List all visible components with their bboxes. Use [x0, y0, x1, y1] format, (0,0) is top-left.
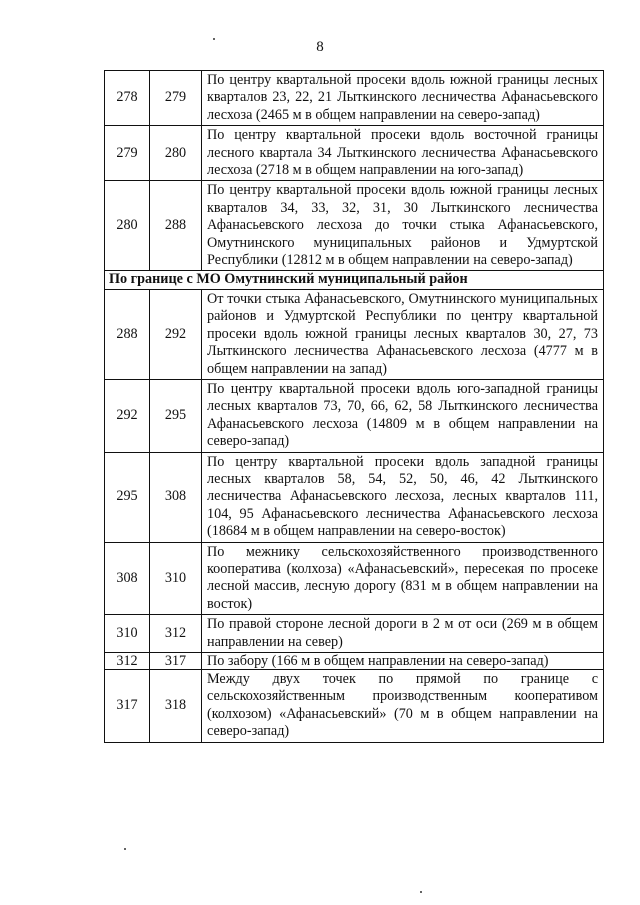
- boundary-description: По центру квартальной просеки вдоль восточной границы лесного квартала 34 Лыткинского лесничества Афанасьевского лесхоза (2718 м в общем направлении на юго-запад): [202, 126, 604, 181]
- boundary-description: От точки стыка Афанасьевского, Омутнинского муниципальных районов и Удмуртской Республики по центру квартальной просеки вдоль южной границы лесных кварталов 30, 27, 73 Лыткинского лесничества Афанасьевского лесхоза (4777 м в общем направлении на запад): [202, 289, 604, 379]
- table-row: [105, 181, 604, 271]
- point-from: 278: [105, 71, 150, 126]
- table-row: [105, 615, 604, 653]
- scan-speck: [420, 891, 422, 893]
- boundary-description: Между двух точек по прямой по границе с сельскохозяйственным производственным кооперативом (колхозом) «Афанасьевский» (70 м в общем направлении на северо-запад): [202, 670, 604, 743]
- boundary-table: [104, 70, 604, 743]
- point-to: 280: [150, 126, 202, 181]
- point-to: 310: [150, 542, 202, 615]
- boundary-description: По центру квартальной просеки вдоль южной границы лесных кварталов 34, 33, 32, 31, 30 Лыткинского лесничества Афанасьевского лесхоза до точки стыка Афанасьевского, Омутнинского муниципальных районов и Удмуртской Республики (12812 м в общем направлении на северо-запад): [202, 181, 604, 271]
- section-heading: По границе с МО Омутнинский муниципальный район: [105, 271, 604, 289]
- point-to: 317: [150, 653, 202, 670]
- section-heading-row: [105, 271, 604, 289]
- point-to: 279: [150, 71, 202, 126]
- point-from: 295: [105, 452, 150, 542]
- boundary-description: По забору (166 м в общем направлении на северо-запад): [202, 653, 604, 670]
- boundary-description: По правой стороне лесной дороги в 2 м от оси (269 м в общем направлении на север): [202, 615, 604, 653]
- point-to: 308: [150, 452, 202, 542]
- point-from: 317: [105, 670, 150, 743]
- point-from: 288: [105, 289, 150, 379]
- table-row: [105, 289, 604, 379]
- point-from: 292: [105, 379, 150, 452]
- table-row: [105, 126, 604, 181]
- boundary-description: По центру квартальной просеки вдоль западной границы лесных кварталов 58, 54, 52, 50, 46, 42 Лыткинского лесничества Афанасьевского лесхоза, лесных кварталов 111, 104, 95 Афанасьевского лесничества Афанасьевского лесхоза (18684 м в общем направлении на северо-восток): [202, 452, 604, 542]
- point-to: 292: [150, 289, 202, 379]
- table-row: [105, 670, 604, 743]
- page-number: 8: [316, 39, 324, 55]
- point-from: 308: [105, 542, 150, 615]
- boundary-description: По межнику сельскохозяйственного производственного кооператива (колхоза) «Афанасьевский», пересекая по просеке лесной массив, лесную дорогу (831 м в общем направлении на восток): [202, 542, 604, 615]
- table-row: [105, 379, 604, 452]
- point-to: 295: [150, 379, 202, 452]
- table-row: [105, 71, 604, 126]
- table-row: [105, 653, 604, 670]
- point-to: 312: [150, 615, 202, 653]
- point-from: 279: [105, 126, 150, 181]
- boundary-description: По центру квартальной просеки вдоль южной границы лесных кварталов 23, 22, 21 Лыткинского лесничества Афанасьевского лесхоза (2465 м в общем направлении на северо-запад): [202, 71, 604, 126]
- table-row: [105, 542, 604, 615]
- point-from: 312: [105, 653, 150, 670]
- boundary-description: По центру квартальной просеки вдоль юго-западной границы лесных кварталов 73, 70, 66, 62, 58 Лыткинского лесничества Афанасьевского лесхоза (14809 м в общем направлении на северо-запад): [202, 379, 604, 452]
- point-to: 318: [150, 670, 202, 743]
- scan-speck: [124, 848, 126, 850]
- table-row: [105, 452, 604, 542]
- point-to: 288: [150, 181, 202, 271]
- point-from: 280: [105, 181, 150, 271]
- point-from: 310: [105, 615, 150, 653]
